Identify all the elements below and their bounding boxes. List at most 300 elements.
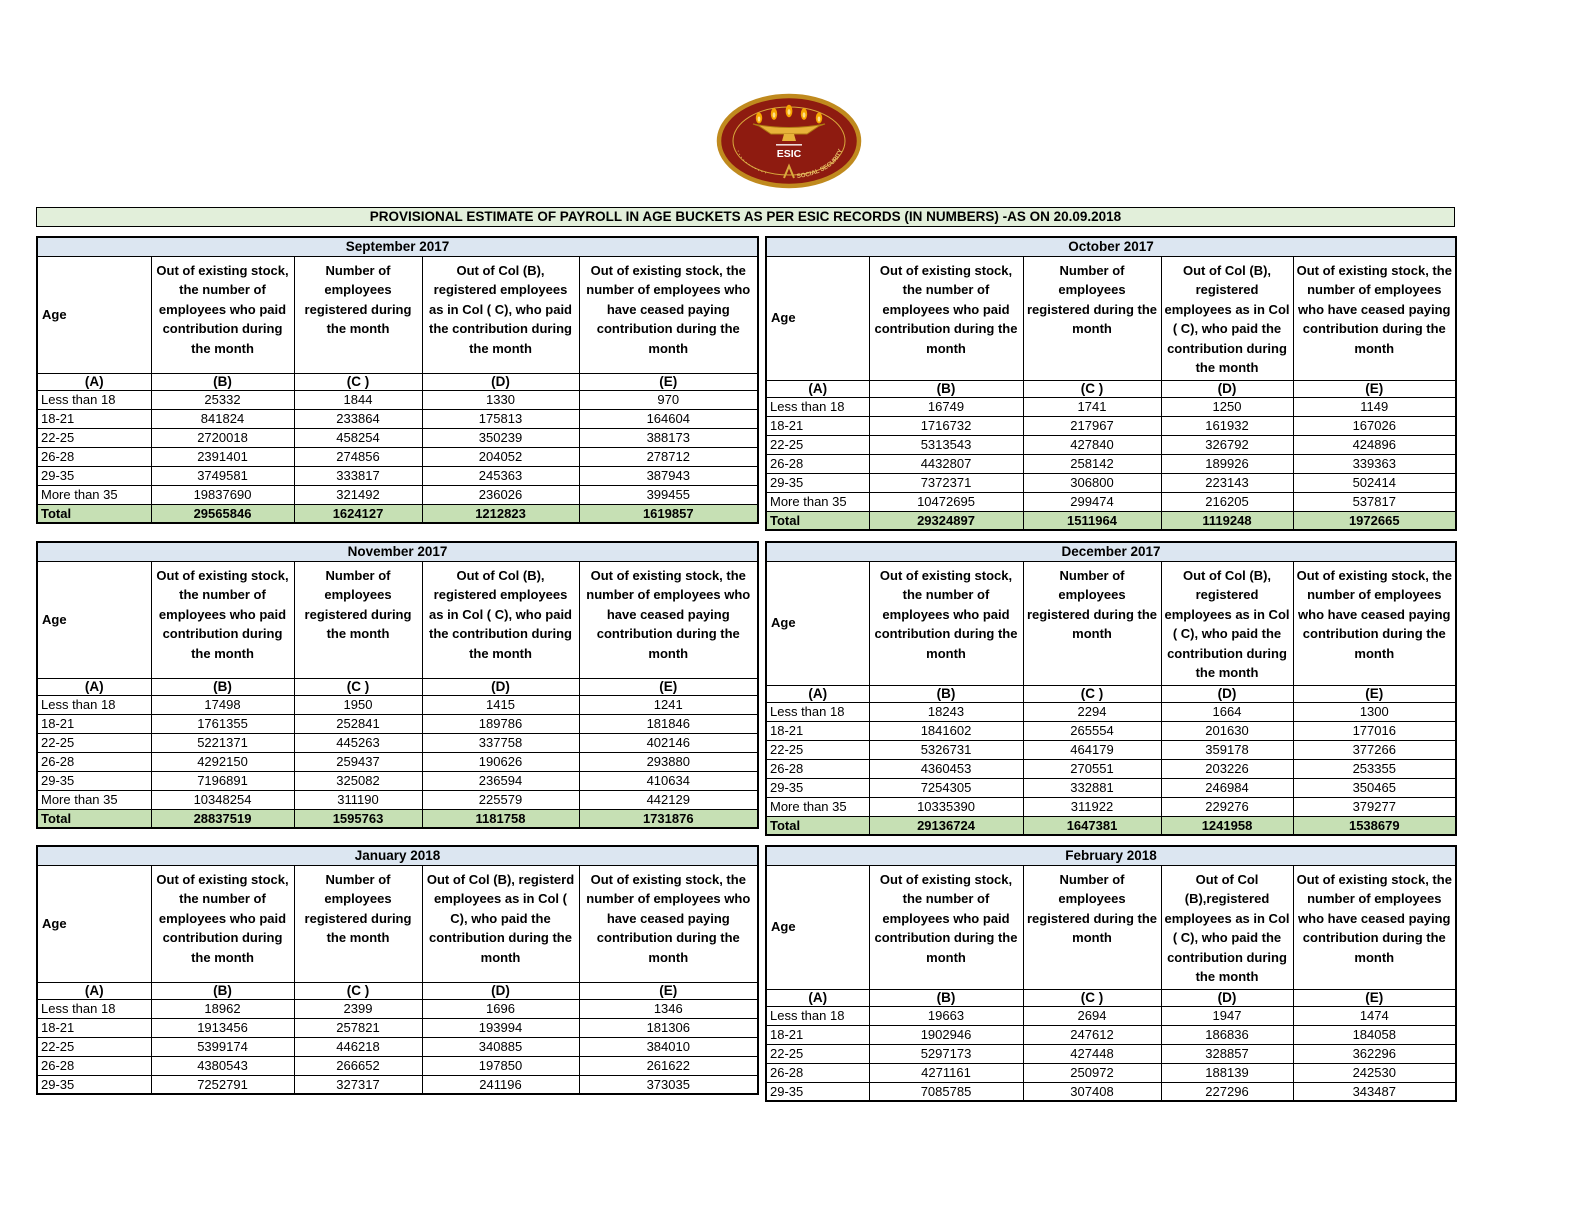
value-cell: 4292150 [151,752,294,771]
value-cell: 464179 [1023,740,1161,759]
table-row [37,504,758,523]
table-row [766,989,1456,1006]
column-letter: (B) [151,678,294,695]
value-cell: 2399 [294,999,422,1018]
value-cell: 299474 [1023,492,1161,511]
month-title: October 2017 [766,237,1456,256]
value-cell: 177016 [1293,721,1456,740]
value-cell: 311190 [294,790,422,809]
value-cell: 410634 [579,771,758,790]
value-cell: 1664 [1161,702,1293,721]
value-cell: 175813 [422,409,579,428]
column-header [1023,561,1161,685]
column-header [1161,561,1293,685]
value-cell: 18962 [151,999,294,1018]
table-slot-january-2018 [36,845,757,1095]
value-cell: 258142 [1023,454,1161,473]
column-letter: (D) [1161,380,1293,397]
value-cell: 242530 [1293,1063,1456,1082]
value-cell: 359178 [1161,740,1293,759]
value-cell: 537817 [1293,492,1456,511]
age-cell: Less than 18 [37,999,151,1018]
column-header [151,561,294,678]
value-cell: 167026 [1293,416,1456,435]
value-cell: 388173 [579,428,758,447]
column-header-text: Number of employees registered during the month [1026,262,1158,336]
column-letter: (C ) [1023,380,1161,397]
value-cell: 427448 [1023,1044,1161,1063]
total-label: Total [37,504,151,523]
column-letter: (B) [151,982,294,999]
payroll-table [36,541,759,829]
table-row [37,237,758,256]
column-header [422,256,579,373]
table-row [37,256,758,373]
value-cell: 10472695 [869,492,1023,511]
value-cell: 384010 [579,1037,758,1056]
total-value: 1731876 [579,809,758,828]
column-header [37,865,151,982]
value-cell: 427840 [1023,435,1161,454]
column-header [766,256,869,380]
value-cell: 184058 [1293,1025,1456,1044]
age-cell: 26-28 [37,447,151,466]
column-letter: (B) [869,989,1023,1006]
table-row [766,380,1456,397]
column-letter: (D) [422,373,579,390]
column-header-text: Out of Col (B), registered employees as in Col ( C), who paid the contribution during the month [1164,262,1290,375]
column-header [1293,865,1456,989]
value-cell: 306800 [1023,473,1161,492]
table-row [766,1063,1456,1082]
column-header-text: Out of existing stock, the number of employees who paid contribution during the month [874,262,1018,356]
column-header [869,561,1023,685]
table-row [766,1006,1456,1025]
value-cell: 19837690 [151,485,294,504]
payroll-table [36,236,759,524]
total-value: 1511964 [1023,511,1161,530]
value-cell: 17498 [151,695,294,714]
column-header [37,561,151,678]
value-cell: 327317 [294,1075,422,1094]
logo-acronym: ESIC [776,148,802,160]
table-row [37,466,758,485]
table-row [766,1025,1456,1044]
payroll-table [765,541,1457,836]
value-cell: 1696 [422,999,579,1018]
value-cell: 229276 [1161,797,1293,816]
column-letter: (A) [766,380,869,397]
column-letter: (D) [1161,685,1293,702]
value-cell: 261622 [579,1056,758,1075]
column-header [294,865,422,982]
total-value: 1595763 [294,809,422,828]
age-cell: 18-21 [766,416,869,435]
age-cell: 22-25 [37,1037,151,1056]
age-cell: More than 35 [766,797,869,816]
value-cell: 841824 [151,409,294,428]
age-cell: 22-25 [766,435,869,454]
value-cell: 502414 [1293,473,1456,492]
total-value: 1212823 [422,504,579,523]
table-row [766,1082,1456,1101]
esic-logo [715,93,863,189]
value-cell: 387943 [579,466,758,485]
value-cell: 1300 [1293,702,1456,721]
value-cell: 7372371 [869,473,1023,492]
value-cell: 7196891 [151,771,294,790]
column-header [422,561,579,678]
column-header-text: Out of existing stock, the number of employees who have ceased paying contribution during the month [1296,262,1452,356]
column-letter: (A) [37,373,151,390]
value-cell: 7254305 [869,778,1023,797]
table-row [37,1056,758,1075]
value-cell: 16749 [869,397,1023,416]
table-row [37,999,758,1018]
column-letter: (E) [1293,989,1456,1006]
table-row [37,1037,758,1056]
value-cell: 1761355 [151,714,294,733]
table-row [766,561,1456,685]
month-title: November 2017 [37,542,758,561]
total-value: 1241958 [1161,816,1293,835]
column-header-text: Number of employees registered during the month [304,871,412,945]
value-cell: 18243 [869,702,1023,721]
value-cell: 445263 [294,733,422,752]
age-cell: 26-28 [766,759,869,778]
column-letter: (E) [579,678,758,695]
value-cell: 223143 [1161,473,1293,492]
age-cell: 26-28 [37,1056,151,1075]
column-header-text: Age [771,310,796,326]
value-cell: 1950 [294,695,422,714]
column-header [579,561,758,678]
age-cell: 22-25 [766,740,869,759]
column-letter: (C ) [294,373,422,390]
table-row [37,733,758,752]
value-cell: 343487 [1293,1082,1456,1101]
column-header-text: Number of employees registered during the month [304,567,412,641]
column-letter: (E) [579,373,758,390]
table-slot-october-2017 [765,236,1455,531]
table-row [37,428,758,447]
value-cell: 1947 [1161,1006,1293,1025]
column-letter: (E) [579,982,758,999]
column-header-text: Out of existing stock, the number of employees who have ceased paying contribution during the month [586,262,751,356]
column-header-text: Out of existing stock, the number of employees who paid contribution during the month [156,567,289,661]
value-cell: 189926 [1161,454,1293,473]
table-slot-november-2017 [36,541,757,829]
value-cell: 2694 [1023,1006,1161,1025]
age-cell: Less than 18 [766,702,869,721]
logo-ring-text-right: SOCIAL SECURITY [796,148,845,181]
value-cell: 216205 [1161,492,1293,511]
value-cell: 333817 [294,466,422,485]
age-cell: More than 35 [37,485,151,504]
logo-small-text-line [776,144,802,146]
value-cell: 247612 [1023,1025,1161,1044]
column-letter: (B) [869,685,1023,702]
value-cell: 236026 [422,485,579,504]
value-cell: 250972 [1023,1063,1161,1082]
value-cell: 362296 [1293,1044,1456,1063]
table-row [37,561,758,678]
age-cell: 29-35 [37,466,151,485]
age-cell: More than 35 [766,492,869,511]
value-cell: 252841 [294,714,422,733]
column-header [37,256,151,373]
age-cell: Less than 18 [37,695,151,714]
table-row [37,1075,758,1094]
value-cell: 217967 [1023,416,1161,435]
column-letter: (A) [766,989,869,1006]
value-cell: 197850 [422,1056,579,1075]
table-row [37,409,758,428]
age-cell: Less than 18 [37,390,151,409]
column-header [766,561,869,685]
value-cell: 10348254 [151,790,294,809]
table-row [766,816,1456,835]
age-cell: 22-25 [37,733,151,752]
column-header-text: Age [42,915,67,931]
value-cell: 1241 [579,695,758,714]
month-title: February 2018 [766,846,1456,865]
value-cell: 236594 [422,771,579,790]
value-cell: 3749581 [151,466,294,485]
total-value: 1119248 [1161,511,1293,530]
table-row [37,846,758,865]
value-cell: 1346 [579,999,758,1018]
column-header-text: Age [771,919,796,935]
value-cell: 253355 [1293,759,1456,778]
value-cell: 278712 [579,447,758,466]
age-cell: 29-35 [766,778,869,797]
column-header-text: Number of employees registered during the month [304,262,412,336]
value-cell: 241196 [422,1075,579,1094]
column-header-text: Out of Col (B), registerd employees as in Col ( C), who paid the contribution during the month [426,871,575,965]
table-row [766,702,1456,721]
value-cell: 1841602 [869,721,1023,740]
value-cell: 2391401 [151,447,294,466]
value-cell: 4360453 [869,759,1023,778]
value-cell: 350239 [422,428,579,447]
value-cell: 325082 [294,771,422,790]
column-letter: (A) [766,685,869,702]
column-header [1023,865,1161,989]
table-row [766,256,1456,380]
payroll-table [765,236,1457,531]
value-cell: 399455 [579,485,758,504]
total-value: 29324897 [869,511,1023,530]
value-cell: 424896 [1293,435,1456,454]
table-row [766,397,1456,416]
total-label: Total [37,809,151,828]
value-cell: 5326731 [869,740,1023,759]
column-header [766,865,869,989]
column-letter: (D) [422,678,579,695]
column-header-text: Out of existing stock, the number of employees who paid contribution during the month [874,567,1018,661]
age-cell: 22-25 [37,428,151,447]
total-value: 1972665 [1293,511,1456,530]
table-row [766,511,1456,530]
column-letter: (B) [151,373,294,390]
value-cell: 227296 [1161,1082,1293,1101]
age-cell: Less than 18 [766,397,869,416]
value-cell: 5313543 [869,435,1023,454]
age-cell: 29-35 [766,473,869,492]
column-header-text: Age [42,611,67,627]
value-cell: 458254 [294,428,422,447]
value-cell: 246984 [1161,778,1293,797]
value-cell: 270551 [1023,759,1161,778]
table-row [766,473,1456,492]
column-letter: (B) [869,380,1023,397]
column-letter: (A) [37,678,151,695]
value-cell: 259437 [294,752,422,771]
total-value: 28837519 [151,809,294,828]
age-cell: 18-21 [37,714,151,733]
column-header-text: Age [771,615,796,631]
value-cell: 274856 [294,447,422,466]
age-cell: More than 35 [37,790,151,809]
value-cell: 245363 [422,466,579,485]
table-row [766,1044,1456,1063]
table-row [766,542,1456,561]
table-row [766,759,1456,778]
age-cell: 26-28 [37,752,151,771]
column-letter: (C ) [1023,989,1161,1006]
value-cell: 350465 [1293,778,1456,797]
column-letter: (D) [422,982,579,999]
value-cell: 5297173 [869,1044,1023,1063]
value-cell: 4271161 [869,1063,1023,1082]
column-header [869,865,1023,989]
total-value: 1647381 [1023,816,1161,835]
column-letter: (D) [1161,989,1293,1006]
column-header-text: Out of existing stock, the number of employees who have ceased paying contribution during the month [586,871,751,965]
total-label: Total [766,511,869,530]
value-cell: 332881 [1023,778,1161,797]
column-header-text: Out of existing stock, the number of employees who paid contribution during the month [156,871,289,965]
column-header-text: Out of Col (B), registered employees as in Col ( C), who paid the contribution during the month [429,262,572,356]
value-cell: 4380543 [151,1056,294,1075]
column-header-text: Out of Col (B), registered employees as in Col ( C), who paid the contribution during the month [1164,567,1290,680]
column-header-text: Out of Col (B), registered employees as in Col ( C), who paid the contribution during the month [429,567,572,661]
table-row [37,390,758,409]
value-cell: 265554 [1023,721,1161,740]
column-header-text: Number of employees registered during the month [1026,567,1158,641]
column-header-text: Out of Col (B),registered employees as in Col ( C), who paid the contribution during the month [1164,871,1290,984]
total-value: 1181758 [422,809,579,828]
table-slot-december-2017 [765,541,1455,836]
value-cell: 307408 [1023,1082,1161,1101]
column-header-text: Age [42,306,67,322]
table-row [766,492,1456,511]
age-cell: 26-28 [766,1063,869,1082]
column-header-text: Out of existing stock, the number of employees who paid contribution during the month [156,262,289,356]
table-row [37,678,758,695]
table-row [37,485,758,504]
column-header-text: Out of existing stock, the number of employees who have ceased paying contribution during the month [1296,567,1452,661]
value-cell: 10335390 [869,797,1023,816]
value-cell: 1741 [1023,397,1161,416]
column-header [1161,865,1293,989]
value-cell: 442129 [579,790,758,809]
payroll-table [36,845,759,1095]
column-header [1293,561,1456,685]
column-header [1293,256,1456,380]
total-value: 1624127 [294,504,422,523]
value-cell: 377266 [1293,740,1456,759]
table-row [37,790,758,809]
table-row [766,454,1456,473]
column-header [294,561,422,678]
table-row [37,695,758,714]
column-header [869,256,1023,380]
value-cell: 188139 [1161,1063,1293,1082]
value-cell: 181846 [579,714,758,733]
month-title: January 2018 [37,846,758,865]
table-row [37,865,758,982]
value-cell: 340885 [422,1037,579,1056]
column-header-text: Out of existing stock, the number of employees who paid contribution during the month [874,871,1018,965]
table-row [37,771,758,790]
value-cell: 379277 [1293,797,1456,816]
value-cell: 373035 [579,1075,758,1094]
table-row [766,846,1456,865]
value-cell: 1474 [1293,1006,1456,1025]
column-letter: (E) [1293,685,1456,702]
table-row [766,865,1456,989]
table-row [766,721,1456,740]
value-cell: 326792 [1161,435,1293,454]
value-cell: 328857 [1161,1044,1293,1063]
table-row [766,685,1456,702]
value-cell: 446218 [294,1037,422,1056]
value-cell: 339363 [1293,454,1456,473]
value-cell: 2720018 [151,428,294,447]
value-cell: 321492 [294,485,422,504]
table-row [766,797,1456,816]
column-letter: (C ) [294,982,422,999]
column-header-text: Out of existing stock, the number of employees who have ceased paying contribution during the month [586,567,751,661]
table-row [37,752,758,771]
value-cell: 311922 [1023,797,1161,816]
total-label: Total [766,816,869,835]
table-row [766,740,1456,759]
total-value: 1538679 [1293,816,1456,835]
value-cell: 337758 [422,733,579,752]
column-header-text: Out of existing stock, the number of employees who have ceased paying contribution during the month [1296,871,1452,965]
value-cell: 2294 [1023,702,1161,721]
value-cell: 25332 [151,390,294,409]
value-cell: 203226 [1161,759,1293,778]
value-cell: 5221371 [151,733,294,752]
age-cell: Less than 18 [766,1006,869,1025]
table-row [37,1018,758,1037]
value-cell: 7085785 [869,1082,1023,1101]
value-cell: 7252791 [151,1075,294,1094]
column-header [151,256,294,373]
value-cell: 193994 [422,1018,579,1037]
age-cell: 18-21 [766,1025,869,1044]
value-cell: 1913456 [151,1018,294,1037]
column-header [579,256,758,373]
age-cell: 18-21 [766,721,869,740]
age-cell: 18-21 [37,1018,151,1037]
value-cell: 1149 [1293,397,1456,416]
value-cell: 233864 [294,409,422,428]
